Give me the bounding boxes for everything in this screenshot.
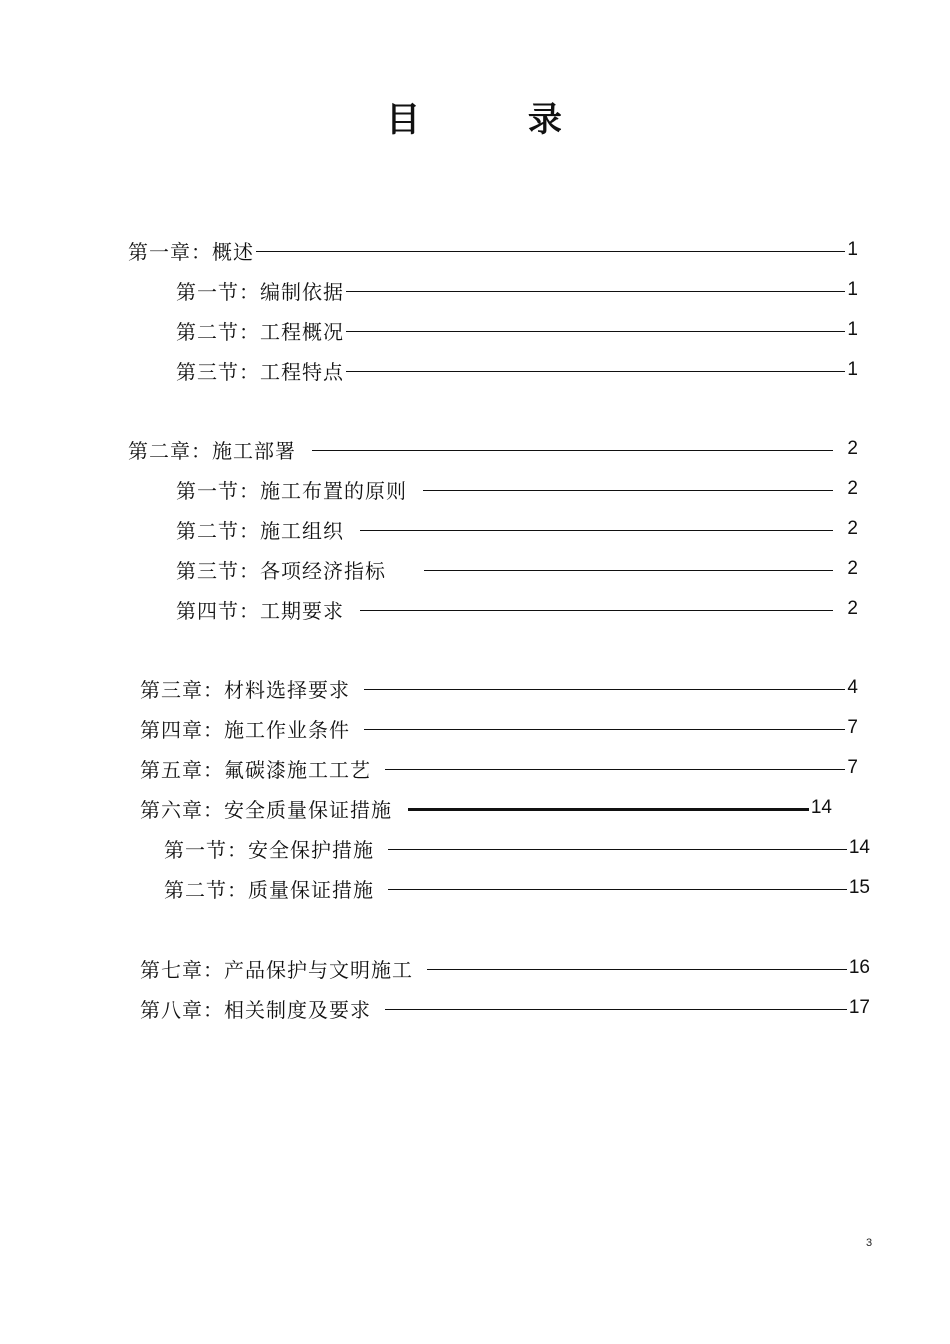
toc-entry-label: 第四章：施工作业条件	[140, 717, 350, 742]
toc-entry-label: 第五章：氟碳漆施工工艺	[140, 757, 371, 782]
toc-entry-page: 14	[810, 797, 832, 818]
toc-entry-label: 第二章：施工部署	[128, 438, 296, 463]
toc-entry-label: 第三节：各项经济指标	[176, 558, 386, 583]
toc-entry-chapter-3[interactable]	[140, 673, 858, 703]
toc-entry-page: 2	[847, 598, 858, 619]
toc-leader-line	[312, 450, 833, 451]
toc-entry-page: 17	[848, 997, 870, 1018]
toc-entry-label: 第三章：材料选择要求	[140, 677, 350, 702]
toc-entry-label: 第二节：工程概况	[176, 319, 344, 344]
toc-leader-line	[364, 689, 845, 690]
toc-entry-section-2-2[interactable]	[176, 514, 858, 544]
toc-entry-chapter-6[interactable]	[140, 793, 832, 823]
toc-entry-page: 4	[847, 677, 858, 698]
toc-entry-page: 14	[848, 837, 870, 858]
toc-entry-page: 1	[847, 279, 858, 300]
toc-leader-line	[256, 251, 845, 252]
toc-entry-label: 第一节：施工布置的原则	[176, 478, 407, 503]
toc-entry-page: 2	[847, 438, 858, 459]
toc-entry-chapter-1[interactable]	[128, 235, 858, 265]
toc-entry-label: 第二节：质量保证措施	[164, 877, 374, 902]
footer-page-number: 3	[866, 1237, 873, 1249]
page-title: 目 录	[386, 100, 610, 140]
toc-entry-chapter-2[interactable]	[128, 434, 858, 464]
toc-entry-page: 1	[847, 239, 858, 260]
toc-entry-label: 第二节：施工组织	[176, 518, 344, 543]
toc-entry-chapter-7[interactable]	[140, 953, 870, 983]
toc-entry-chapter-4[interactable]	[140, 713, 858, 743]
toc-entry-label: 第三节：工程特点	[176, 359, 344, 384]
toc-entry-chapter-5[interactable]	[140, 753, 858, 783]
toc-entry-label: 第六章：安全质量保证措施	[140, 797, 392, 822]
toc-entry-page: 1	[847, 319, 858, 340]
toc-leader-line	[346, 291, 845, 292]
toc-leader-line	[424, 570, 833, 571]
toc-leader-line	[408, 808, 809, 811]
toc-entry-section-1-1[interactable]	[176, 275, 858, 305]
toc-leader-line	[364, 729, 845, 730]
toc-entry-section-2-3[interactable]	[176, 554, 858, 584]
toc-entry-page: 1	[847, 359, 858, 380]
toc-entry-section-1-2[interactable]	[176, 315, 858, 345]
toc-entry-label: 第八章：相关制度及要求	[140, 997, 371, 1022]
toc-entry-page: 7	[847, 717, 858, 738]
toc-entry-page: 16	[848, 957, 870, 978]
toc-leader-line	[360, 530, 833, 531]
toc-entry-chapter-8[interactable]	[140, 993, 870, 1023]
toc-entry-section-6-1[interactable]	[164, 833, 870, 863]
toc-entry-label: 第七章：产品保护与文明施工	[140, 957, 413, 982]
toc-entry-page: 7	[847, 757, 858, 778]
toc-entry-page: 2	[847, 558, 858, 579]
toc-leader-line	[423, 490, 833, 491]
toc-leader-line	[388, 889, 847, 890]
toc-leader-line	[388, 849, 847, 850]
toc-leader-line	[385, 769, 845, 770]
toc-leader-line	[346, 331, 845, 332]
toc-entry-label: 第一章：概述	[128, 239, 254, 264]
toc-entry-section-2-1[interactable]	[176, 474, 858, 504]
toc-leader-line	[360, 610, 833, 611]
toc-entry-label: 第一节：安全保护措施	[164, 837, 374, 862]
toc-leader-line	[346, 371, 845, 372]
toc-leader-line	[385, 1009, 847, 1010]
toc-entry-section-1-3[interactable]	[176, 355, 858, 385]
toc-entry-page: 15	[848, 877, 870, 898]
toc-entry-section-2-4[interactable]	[176, 594, 858, 624]
toc-entry-label: 第一节：编制依据	[176, 279, 344, 304]
toc-entry-section-6-2[interactable]	[164, 873, 870, 903]
toc-entry-label: 第四节：工期要求	[176, 598, 344, 623]
toc-leader-line	[427, 969, 847, 970]
toc-entry-page: 2	[847, 518, 858, 539]
toc-entry-page: 2	[847, 478, 858, 499]
